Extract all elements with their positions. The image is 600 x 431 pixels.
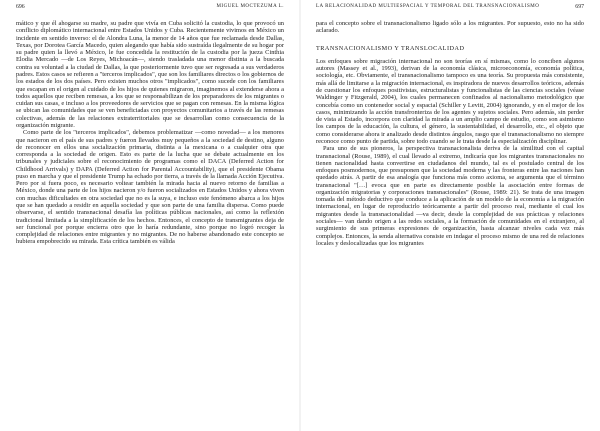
gutter: [299, 0, 301, 431]
right-page: [316, 0, 584, 431]
right-page-body: [316, 20, 584, 247]
running-head: MIGUEL MOCTEZUMA L.: [216, 4, 284, 9]
section-heading: TRANSNACIONALISMO Y TRANSLOCALIDAD: [316, 44, 465, 52]
left-page-header: [16, 0, 284, 20]
right-page-header: [316, 0, 584, 20]
paragraph: para el concepto sobre el transnacionalismo ligado sólo a los migrantes. Por supuesto, esto no ha sido aclarado.: [316, 20, 584, 35]
left-page-body: [16, 20, 284, 246]
page-number: 697: [575, 4, 584, 10]
paragraph: Para uno de sus pioneros, la perspectiva transnacionalista deriva de la similitud con el capital transnacional (Rouse, 1989), el cual llevado al extremo, indicaría que los migrantes transnacionales no tienen nacionalidad hasta convertirse en ciudadanos del mundo, tal es el postulado central de los enfoques posmodernos, que presuponen que la sociedad moderna y las fronteras entre las naciones han quedado atrás. A partir de esa analogía que funciona más como axioma, se argumenta que el término transnacional "[…] evoca que en parte es directamente posible la asociación entre formas de organización migratorias y corporaciones transnacionales" (Rouse, 1989: 21). Se trata de una imagen tomada del método deductivo que conduce a la aplicación de un modelo de la economía a la migración internacional, en lugar de reproducirlo teóricamente a partir del proceso real, mediante el cual los migrantes desde la transnacionalidad —va decir, desde la complejidad de sus prácticas y relaciones sociales— van dando origen a las redes sociales, a la formación de comunidades en el extranjero, al surgimiento de sus primeras expresiones de organización, hasta alcanzar niveles cada vez más complejos. Entonces, la senda alternativa consiste en indagar el proceso mismo de una red de relaciones locales y deslocalizadas que los migrantes: [316, 145, 584, 247]
left-page: [16, 0, 284, 431]
paragraph: Como parte de los "terceros implicados", debemos problematizar —como novedad— a los menores que nacieron en el país de sus padres y fueron llevados muy pequeños a la sociedad de destino, alguno de reconocer en ellos una socialización primaria, distinta a la mexicana o a cualquier otra que corresponda a la sociedad de origen. Esto es parte de la lucha que se debate actualmente en los tribunales y judiciales sobre el reconocimiento de programas como el DACA (Deferred Action for Childhood Arrivals) y DAPA (Deferred Action for Parental Accountability), que el presidente Obama puso en marcha y que el presidente Trump ha echado por tierra, a través de la llamada Acción Ejecutiva. Pero por si fuera poco, es necesario voltear también la mirada hacia al nuevo retorno de familias a México, donde una parte de los hijos nacieron y/o fueron socializados en Estados Unidos y ahora viven con muchas dificultades en otra sociedad que no es la suya, e incluso este fenómeno abarca a los hijos que se han quedado a residir en aquella sociedad y que son parte de una familia dispersa. Como puede observarse, el sentido transnacional desafía las políticas públicas nacionales, así como la reflexión tradicional limitada a la simplificación de los hechos. Entonces, el concepto de transmigrantes deja de ser funcional por porque encierra otro que lo haría redundante, sino porque no logró recoger la complejidad de relaciones entre migrantes y no migrantes. De no haberse abandonado este concepto se hubiera empobrecido su mirada. Esta crítica también es válida: [16, 129, 284, 246]
paragraph: Los enfoques sobre migración internacional no son teorías en sí mismas, como lo conciben algunos autores (Massey et al., 1993), derivan de la economía clásica, microeconomía, economía política, sociología, etc. Obviamente, el transnacionalismo tampoco es una teoría. Su propuesta más consistente, más allá de limitarse a la migración internacional, es inspiradora de nuevos desarrollos teóricos, además de cuestionar los enfoques positivistas, estructuralistas y funcionalistas de las ciencias sociales (véase Waldinger y Fitzgerald, 2004), los cuales permanecen confinados al nacionalismo metodológico que concebía como un contenedor social y espacial (Schiller y Levitt, 2004) ignorando, y en el mejor de los casos, minimizando la acción transfronteriza de los agentes y sujetos sociales. Pero además, sin perder de vista al Estado, incorpora con claridad la mirada a un amplio campo de estudio, como son asimismo los campos de la educación, la cultura, el género, la sustentabilidad, el desarrollo, etc., el objeto que como considerarse ahora ir analizado desde distintos ángulos, rasgo que el transnacionalismo no siempre reconoce como punto de partida, sobre todo cuando se le trata desde la especialización disciplinar.: [316, 57, 584, 145]
page-number: 696: [16, 4, 25, 10]
running-head: LA RELACIONALIDAD MULTIESPACIAL Y TEMPORAL DEL TRANSNACIONALISMO: [316, 4, 540, 9]
paragraph: mático y que él ahogarse su madre, su padre que vivía en Cuba solicitó la custodia, lo que provocó un conflicto diplomático internacional entre Estados Unidos y Cuba. Recientemente vivimos en México un incidente en sentido inverso: el de Alondra Luna, la menor de 14 años que fue reclamada desde Dallas, Texas, por Dorotea García Macedo, quien alegando que había sido sustraída ilegalmente de su hogar por su padre quien la llevó a México, le fue concedida la restitución de la custodia por la jueza Cinthia Elodia Mercado —de Los Reyes, Michoacán—, siendo trasladada una menor distinta a la buscada contra su voluntad a la ciudad de Dallas, la que posteriormente tuvo que ser regresada a sus verdaderos padres. Estos casos se refieren a "terceros implicados", que son los familiares directos o los gobiernos de los estados de los dos países. Pero existen muchos otros "implicados", como sucede con los familiares que escapan en el origen al cuidado de los hijos de quienes migraron, imaginemos al extenderse ahora a todos aquellos que reciben remesas, a los que se responsabilizan de los preparadores de los migrantes o cuidan sus casas, e incluso a los proveedores de servicios que se pagan con remesas. En la misma lógica se ubican las comunidades que se ven beneficiadas con proyectos comunitarios a través de las remesas colectivas, además de las relaciones extraterritoriales que se desarrollan como consecuencia de la organización migrante.: [16, 20, 284, 129]
